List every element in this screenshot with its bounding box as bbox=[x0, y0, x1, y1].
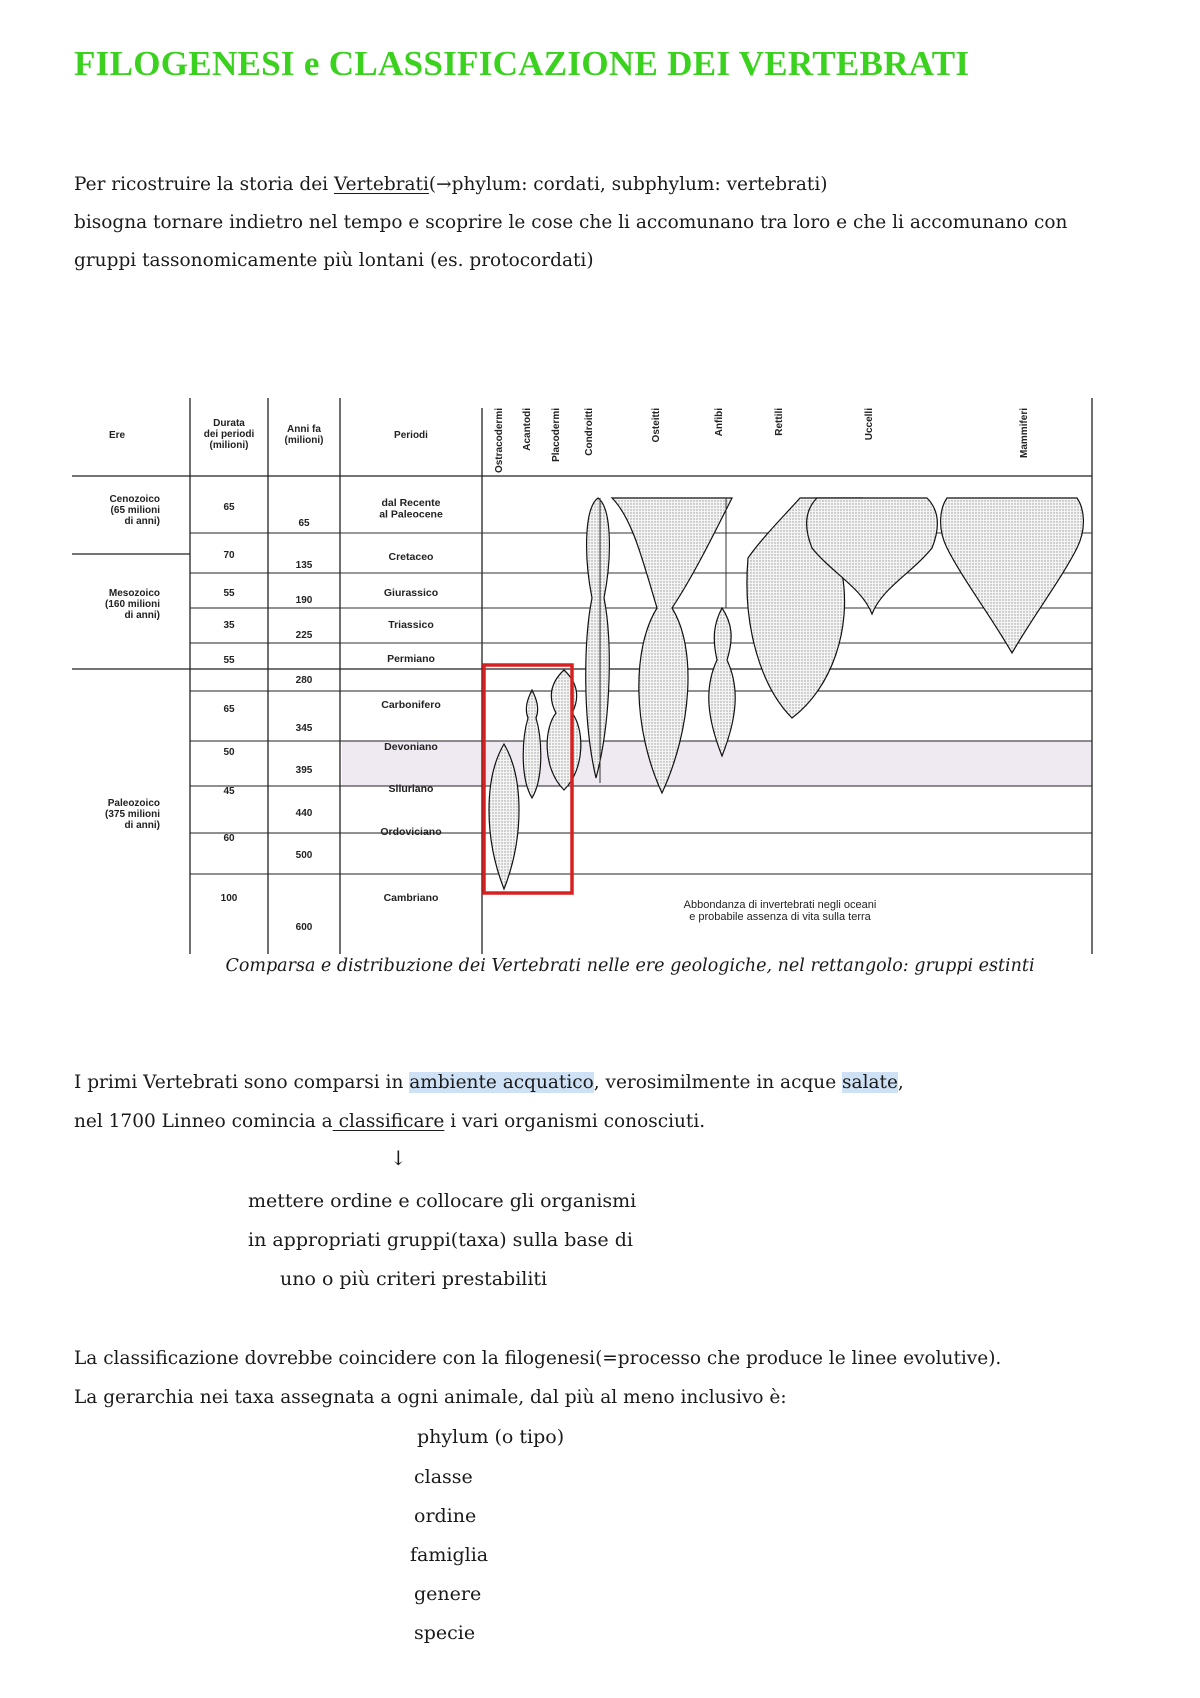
condroitti-shape bbox=[586, 498, 610, 778]
durata-value: 55 bbox=[223, 588, 235, 599]
cambriano-note: Abbondanza di invertebrati negli oceani e probabile assenza di vita sulla terra bbox=[683, 899, 877, 923]
anni-value: 225 bbox=[295, 630, 313, 641]
anni-value: 280 bbox=[295, 675, 313, 686]
header-3: Periodi bbox=[394, 430, 428, 441]
periodo-label: Carbonifero bbox=[381, 699, 441, 711]
geologic-chart bbox=[72, 398, 1102, 954]
anni-value: 500 bbox=[295, 850, 313, 861]
anni-value: 190 bbox=[295, 595, 313, 606]
page-title: FILOGENESI e CLASSIFICAZIONE DEI VERTEBRATI bbox=[74, 44, 970, 83]
header-2: Anni fa (milioni) bbox=[284, 424, 324, 446]
vertebrati-link[interactable]: Vertebrati bbox=[333, 174, 429, 195]
taxon-genere: genere bbox=[414, 1583, 482, 1605]
group-label: Rettili bbox=[774, 408, 785, 436]
classificare-link[interactable]: classificare bbox=[332, 1111, 445, 1132]
anni-value: 600 bbox=[295, 922, 313, 933]
taxon-ordine: ordine bbox=[414, 1505, 477, 1527]
intro-text: Per ricostruire la storia dei bbox=[74, 174, 334, 195]
anni-value: 345 bbox=[295, 723, 313, 734]
durata-value: 100 bbox=[220, 893, 238, 904]
taxon-classe: classe bbox=[414, 1466, 473, 1488]
header-0: Ere bbox=[108, 430, 126, 441]
def-line-3: uno o più criteri prestabiliti bbox=[280, 1268, 548, 1290]
era-label: Mesozoico (160 milioni di anni) bbox=[104, 588, 160, 621]
taxon-phylum: phylum (o tipo) bbox=[417, 1426, 565, 1448]
group-label: Mammiferi bbox=[1019, 408, 1030, 459]
durata-value: 55 bbox=[223, 655, 235, 666]
group-label: Anfibi bbox=[714, 408, 725, 437]
periodo-label: Devoniano bbox=[384, 741, 438, 753]
durata-value: 50 bbox=[223, 747, 235, 758]
placodermi-shape bbox=[547, 670, 581, 790]
chart-caption: Comparsa e distribuzione dei Vertebrati nelle ere geologiche, nel rettangolo: gruppi estinti bbox=[225, 956, 1035, 976]
mammiferi-shape bbox=[941, 498, 1084, 653]
periodo-label: dal Recente al Paleocene bbox=[379, 497, 443, 521]
periodo-label: Giurassico bbox=[383, 587, 439, 599]
para3-line-1: La classificazione dovrebbe coincidere con la filogenesi(=processo che produce le linee evolutive). bbox=[74, 1348, 1002, 1369]
devoniano-band bbox=[342, 741, 1092, 786]
intro-line-2: bisogna tornare indietro nel tempo e scoprire le cose che li accomunano tra loro e che li accomunano con bbox=[74, 212, 1068, 233]
group-label: Ostracodermi bbox=[494, 408, 505, 474]
durata-value: 65 bbox=[223, 704, 235, 715]
group-label: Placodermi bbox=[551, 408, 562, 462]
periodo-label: Siluriano bbox=[388, 783, 434, 795]
durata-value: 65 bbox=[223, 502, 235, 513]
highlight-ambiente: ambiente acquatico bbox=[409, 1072, 594, 1093]
para2-line-1 bbox=[74, 1072, 904, 1093]
era-label: Cenozoico (65 milioni di anni) bbox=[109, 494, 160, 527]
header-1: Durata dei periodi (milioni) bbox=[203, 418, 255, 451]
group-label: Acantodi bbox=[522, 408, 533, 451]
durata-value: 35 bbox=[223, 620, 235, 631]
durata-value: 70 bbox=[223, 550, 235, 561]
taxon-famiglia: famiglia bbox=[410, 1544, 489, 1566]
down-arrow-icon: ↓ bbox=[390, 1146, 407, 1170]
group-label: Uccelli bbox=[864, 408, 875, 441]
durata-value: 60 bbox=[223, 833, 235, 844]
taxon-specie: specie bbox=[414, 1622, 476, 1644]
anni-value: 65 bbox=[298, 518, 310, 529]
anni-value: 135 bbox=[295, 560, 313, 571]
group-label: Osteitti bbox=[651, 408, 662, 443]
def-line-2: in appropriati gruppi(taxa) sulla base di bbox=[248, 1229, 633, 1251]
intro-line-1 bbox=[74, 174, 828, 195]
anfibi-shape bbox=[709, 608, 735, 756]
acantodi-shape bbox=[523, 690, 541, 798]
para2-text-post: , bbox=[897, 1072, 904, 1093]
anni-value: 440 bbox=[295, 808, 313, 819]
para2-l2-text-post: i vari organismi conosciuti. bbox=[444, 1111, 706, 1132]
anni-value: 395 bbox=[295, 765, 313, 776]
periodo-label: Permiano bbox=[387, 653, 435, 665]
periodo-label: Triassico bbox=[388, 619, 434, 631]
para3-line-2: La gerarchia nei taxa assegnata a ogni animale, dal più al meno inclusivo è: bbox=[74, 1387, 787, 1408]
para2-l2-text: nel 1700 Linneo comincia a bbox=[74, 1111, 333, 1132]
periodo-label: Cretaceo bbox=[388, 551, 434, 563]
def-line-1: mettere ordine e collocare gli organismi bbox=[248, 1190, 637, 1212]
para2-text-mid: , verosimilmente in acque bbox=[593, 1072, 843, 1093]
para2-line-2 bbox=[74, 1111, 705, 1132]
intro-text-post: (→phylum: cordati, subphylum: vertebrati) bbox=[428, 174, 828, 195]
para2-text: I primi Vertebrati sono comparsi in bbox=[74, 1072, 410, 1093]
intro-line-3: gruppi tassonomicamente più lontani (es. protocordati) bbox=[74, 250, 594, 271]
group-label: Condroitti bbox=[584, 408, 595, 456]
durata-value: 45 bbox=[223, 786, 235, 797]
highlight-salate: salate bbox=[842, 1072, 898, 1093]
era-label: Paleozoico (375 milioni di anni) bbox=[104, 798, 160, 831]
periodo-label: Cambriano bbox=[383, 892, 439, 904]
periodo-label: Ordoviciano bbox=[380, 826, 442, 838]
